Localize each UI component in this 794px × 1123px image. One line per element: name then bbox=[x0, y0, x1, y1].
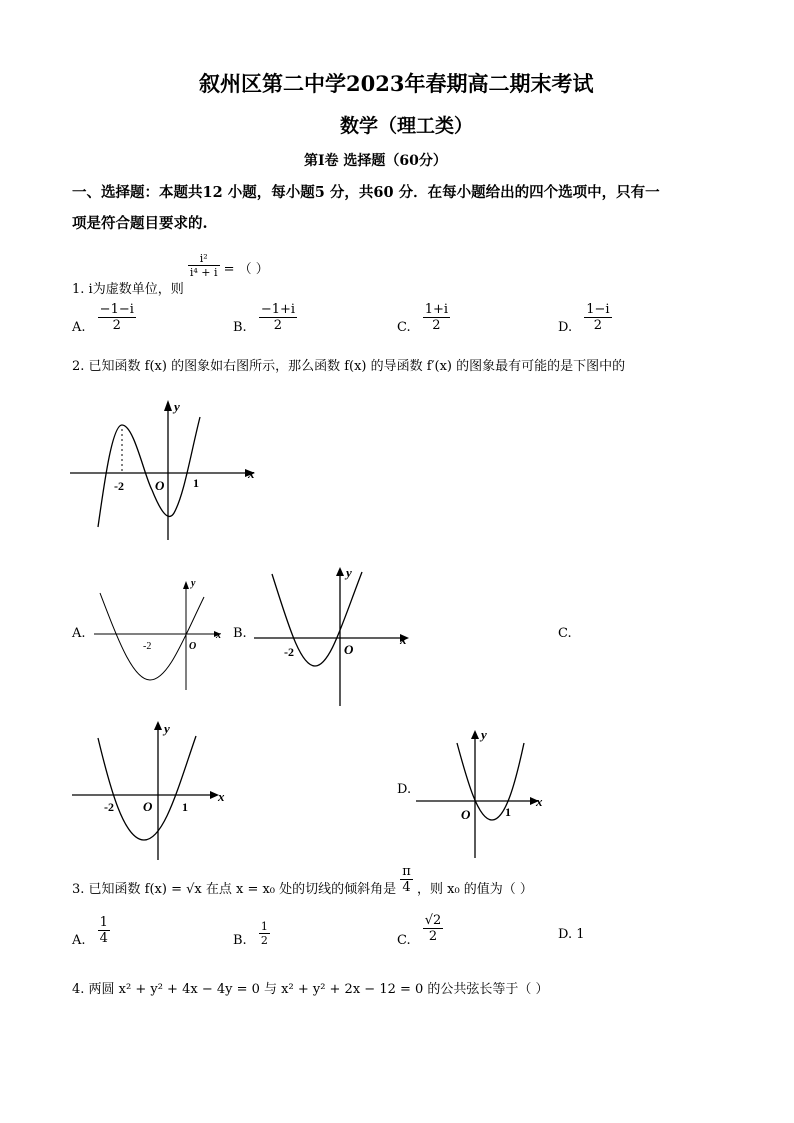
q3-option-c-value bbox=[423, 913, 444, 944]
q3-option-c-letter: C. bbox=[397, 933, 411, 948]
q3-option-c-den: 2 bbox=[423, 928, 444, 944]
q1-option-c-den: 2 bbox=[423, 317, 450, 333]
q3-fraction bbox=[400, 864, 413, 895]
b-y-label: y bbox=[346, 565, 352, 580]
b-y-arrow-icon bbox=[336, 567, 344, 576]
q2-main-graph bbox=[60, 395, 260, 545]
d-y-arrow-icon bbox=[471, 730, 479, 739]
q3-option-a[interactable] bbox=[72, 915, 110, 946]
q1-option-c-letter: C. bbox=[397, 320, 411, 335]
d-y-label: y bbox=[481, 727, 487, 742]
main-x-label: x bbox=[248, 466, 255, 481]
q1-stem: 1. i为虚数单位，则 bbox=[72, 282, 184, 297]
q1-option-b-den: 2 bbox=[259, 317, 297, 333]
main-origin-label: O bbox=[155, 478, 165, 493]
question-3 bbox=[72, 864, 533, 895]
d-origin-label: O bbox=[461, 807, 471, 822]
q1-option-c-num: 1+i bbox=[424, 302, 449, 317]
q3-option-d-value: 1 bbox=[576, 927, 585, 942]
main-y-label: y bbox=[174, 399, 180, 414]
main-tick-pos: 1 bbox=[193, 476, 199, 490]
q1-option-c-value bbox=[423, 302, 450, 333]
q3-option-a-letter: A. bbox=[72, 933, 86, 948]
q1-option-b-num: −1+i bbox=[260, 302, 296, 317]
c-tick-pos: 1 bbox=[182, 800, 188, 814]
q1-option-c[interactable] bbox=[397, 302, 450, 333]
c-x-label: x bbox=[218, 789, 225, 804]
q3-option-b[interactable] bbox=[233, 920, 270, 947]
q1-option-b[interactable] bbox=[233, 302, 297, 333]
b-x-label: x bbox=[400, 632, 407, 647]
q1-option-a-den: 2 bbox=[98, 317, 136, 333]
c-curve bbox=[98, 736, 196, 840]
q2-option-c-graph[interactable] bbox=[68, 718, 238, 863]
d-x-label: x bbox=[536, 794, 543, 809]
main-tick-neg: -2 bbox=[114, 479, 124, 493]
c-y-label: y bbox=[164, 721, 170, 736]
exam-subtitle: 数学（理工类） bbox=[340, 115, 474, 137]
c-origin-label: O bbox=[143, 799, 153, 814]
q3-fraction-numerator: π bbox=[402, 864, 411, 879]
c-tick-neg: -2 bbox=[104, 800, 114, 814]
q3-stem-b: ，则 x₀ 的值为（ ） bbox=[416, 882, 533, 897]
q1-option-d-letter: D. bbox=[558, 320, 573, 335]
q3-option-a-den: 4 bbox=[99, 931, 108, 946]
c-y-arrow-icon bbox=[154, 721, 162, 730]
question-4-stem: 4. 两圆 x² + y² + 4x − 4y = 0 与 x² + y² + 2x − 12 = 0 的公共弦长等于（ ） bbox=[72, 982, 549, 997]
question-1 bbox=[72, 248, 269, 297]
b-tick-label: -2 bbox=[284, 645, 294, 659]
q1-fraction-denominator: i⁴ + i bbox=[189, 266, 218, 279]
q2-option-a-graph[interactable] bbox=[88, 575, 228, 695]
q1-option-a-value bbox=[98, 302, 136, 333]
q1-option-a-letter: A. bbox=[72, 320, 86, 335]
q1-option-d-value bbox=[584, 302, 611, 333]
q1-option-b-letter: B. bbox=[233, 320, 247, 335]
instructions-line-1: 一、选择题：本题共12 小题，每小题5 分，共60 分．在每小题给出的四个选项中，只有一 bbox=[72, 184, 660, 201]
a-tick-label: -2 bbox=[143, 641, 152, 652]
b-origin-label: O bbox=[344, 642, 354, 657]
q2-option-c-letter[interactable]: C. bbox=[558, 626, 572, 641]
q1-option-b-value bbox=[259, 302, 297, 333]
instructions-line-2: 项是符合题目要求的. bbox=[72, 215, 208, 232]
exam-title: 叙州区第二中学2023年春期高二期末考试 bbox=[199, 71, 594, 96]
a-origin-label: O bbox=[189, 641, 197, 652]
q2-option-b-letter[interactable]: B. bbox=[233, 626, 247, 641]
q1-tail: = （ ） bbox=[223, 262, 269, 277]
q3-stem-a: 3. 已知函数 f(x) = √x 在点 x = x₀ 处的切线的倾斜角是 bbox=[72, 882, 397, 897]
a-y-label: y bbox=[191, 578, 196, 589]
q3-option-d[interactable] bbox=[558, 927, 585, 942]
q1-option-a[interactable] bbox=[72, 302, 136, 333]
q3-fraction-denominator: 4 bbox=[400, 879, 413, 895]
q2-option-d-graph[interactable] bbox=[412, 725, 552, 860]
q3-option-b-den: 2 bbox=[260, 934, 268, 947]
q2-option-d-letter[interactable]: D. bbox=[397, 782, 412, 797]
a-y-arrow-icon bbox=[183, 581, 189, 589]
q2-option-a-letter[interactable]: A. bbox=[72, 626, 86, 641]
q1-option-d-den: 2 bbox=[584, 317, 611, 333]
q1-fraction-numerator: i² bbox=[199, 252, 208, 265]
main-y-arrow-icon bbox=[164, 400, 172, 411]
q1-option-d[interactable] bbox=[558, 302, 612, 333]
d-tick-label: 1 bbox=[505, 805, 511, 819]
q1-option-d-num: 1−i bbox=[586, 302, 610, 317]
section-heading: 第I卷 选择题（60分） bbox=[304, 153, 447, 169]
q3-option-d-letter: D. bbox=[558, 927, 573, 942]
a-curve bbox=[100, 593, 204, 680]
a-x-label: x bbox=[216, 630, 221, 641]
q1-option-a-num: −1−i bbox=[99, 302, 134, 317]
q1-fraction bbox=[188, 252, 220, 279]
q3-option-c[interactable] bbox=[397, 913, 443, 948]
q3-option-a-num: 1 bbox=[99, 915, 108, 930]
main-curve bbox=[98, 417, 200, 527]
q3-option-c-num: √2 bbox=[424, 913, 442, 928]
question-2-stem: 2. 已知函数 f(x) 的图象如右图所示，那么函数 f(x) 的导函数 f′(x) 的图象最有可能的是下图中的 bbox=[72, 359, 626, 374]
q2-option-b-graph[interactable] bbox=[250, 564, 420, 709]
q3-option-b-letter: B. bbox=[233, 933, 247, 948]
q3-option-b-value bbox=[259, 920, 270, 947]
q3-option-a-value bbox=[98, 915, 110, 946]
q3-option-b-num: 1 bbox=[260, 920, 268, 933]
